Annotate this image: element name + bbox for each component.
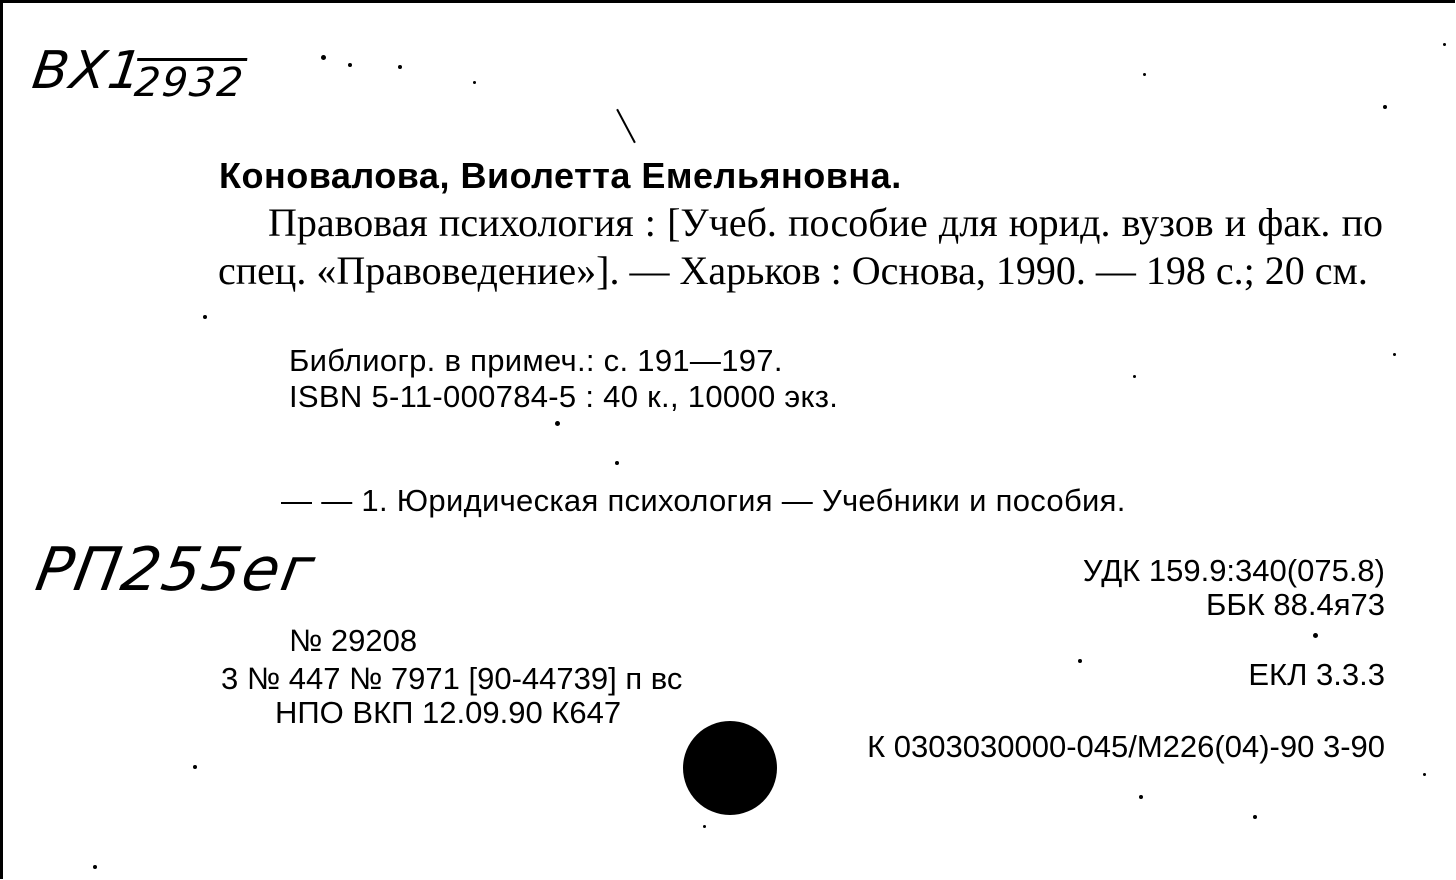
speck: [615, 461, 619, 465]
bibliographic-description: Правовая психология : [Учеб. пособие для юрид. вузов и фак. по спец. «Правоведение»]. — Харьков : Основа, 1990. — 198 с.; 20 см.: [218, 200, 1383, 293]
speck: [321, 55, 326, 60]
handwritten-code: РП255ег: [30, 535, 322, 605]
speck: [348, 63, 352, 67]
speck: [703, 825, 706, 828]
speck: [1078, 659, 1082, 663]
speck: [1133, 375, 1136, 378]
record-number: № 29208: [289, 623, 418, 658]
speck: [193, 765, 197, 769]
bbk-code: ББК 88.4я73: [1206, 587, 1385, 622]
handwritten-shelf-number: 2932: [132, 60, 247, 106]
ekl-code: ЕКЛ 3.3.3: [1248, 657, 1385, 692]
speck: [1423, 773, 1426, 776]
publisher-line: НПО ВКП 12.09.90 К647: [275, 695, 622, 730]
subject-heading: — — 1. Юридическая психология — Учебники и пособия.: [281, 483, 1126, 518]
bibliography-note: Библиогр. в примеч.: с. 191—197.: [289, 343, 783, 378]
speck: [473, 81, 476, 84]
speck: [1393, 353, 1396, 356]
speck: [398, 65, 402, 69]
speck: [1143, 73, 1146, 76]
pen-mark: [616, 109, 636, 143]
isbn-note: ISBN 5-11-000784-5 : 40 к., 10000 экз.: [289, 379, 839, 414]
speck: [1139, 795, 1143, 799]
punch-hole: [683, 721, 777, 815]
speck: [93, 865, 97, 869]
speck: [203, 315, 207, 319]
speck: [1253, 815, 1257, 819]
speck: [1383, 105, 1387, 109]
speck: [1313, 633, 1318, 638]
k-code: К 0303030000-045/М226(04)-90 3-90: [867, 729, 1385, 764]
handwritten-shelf-prefix: BX1: [28, 41, 148, 101]
author-heading: Коновалова, Виолетта Емельяновна.: [219, 155, 902, 196]
speck: [555, 421, 560, 426]
order-line: 3 № 447 № 7971 [90-44739] п вс: [221, 661, 683, 696]
speck: [1443, 43, 1446, 46]
udk-code: УДК 159.9:340(075.8): [1082, 553, 1385, 588]
